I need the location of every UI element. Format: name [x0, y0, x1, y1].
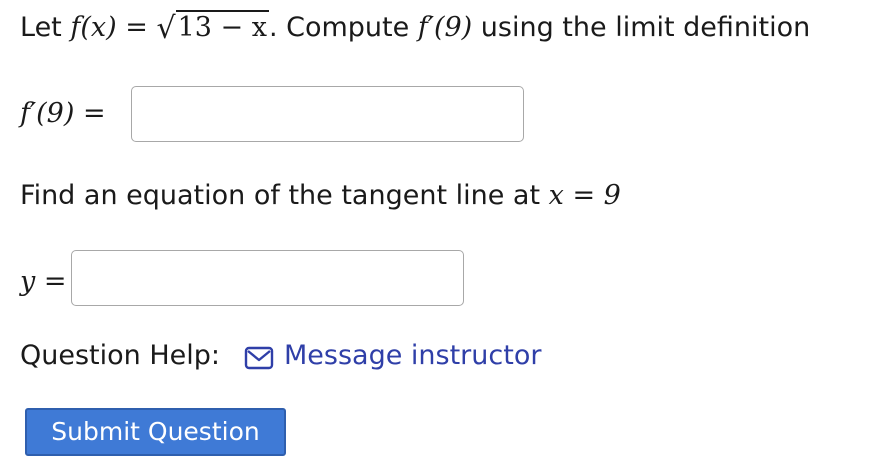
question-period: . — [268, 12, 278, 43]
question-help-row — [20, 338, 541, 374]
question-compute-text: Compute — [277, 12, 418, 43]
tangent-answer-input[interactable] — [71, 250, 464, 306]
square-root-expression — [156, 10, 269, 47]
message-instructor-link[interactable]: Message instructor — [284, 340, 542, 371]
radical-sign: √ — [156, 11, 176, 46]
tangent-answer-label: y = — [20, 266, 67, 297]
function-definition-lhs: f(x) = — [70, 12, 157, 43]
envelope-icon[interactable] — [244, 344, 276, 368]
submit-question-button[interactable]: Submit Question — [25, 408, 286, 456]
derivative-answer-label: f′(9) = — [20, 98, 106, 129]
question-tail: using the limit definition — [472, 12, 811, 43]
tangent-prompt-text: Find an equation of the tangent line at — [20, 180, 549, 211]
derivative-answer-input[interactable] — [131, 86, 524, 142]
question-help-label: Question Help: — [20, 340, 220, 371]
radicand: 13 − x — [177, 12, 267, 43]
question-text — [20, 10, 810, 47]
tangent-prompt — [20, 178, 621, 214]
tangent-point-expression: x = 9 — [548, 180, 621, 211]
question-lead: Let — [20, 12, 71, 43]
derivative-expression: f′(9) — [417, 12, 473, 43]
